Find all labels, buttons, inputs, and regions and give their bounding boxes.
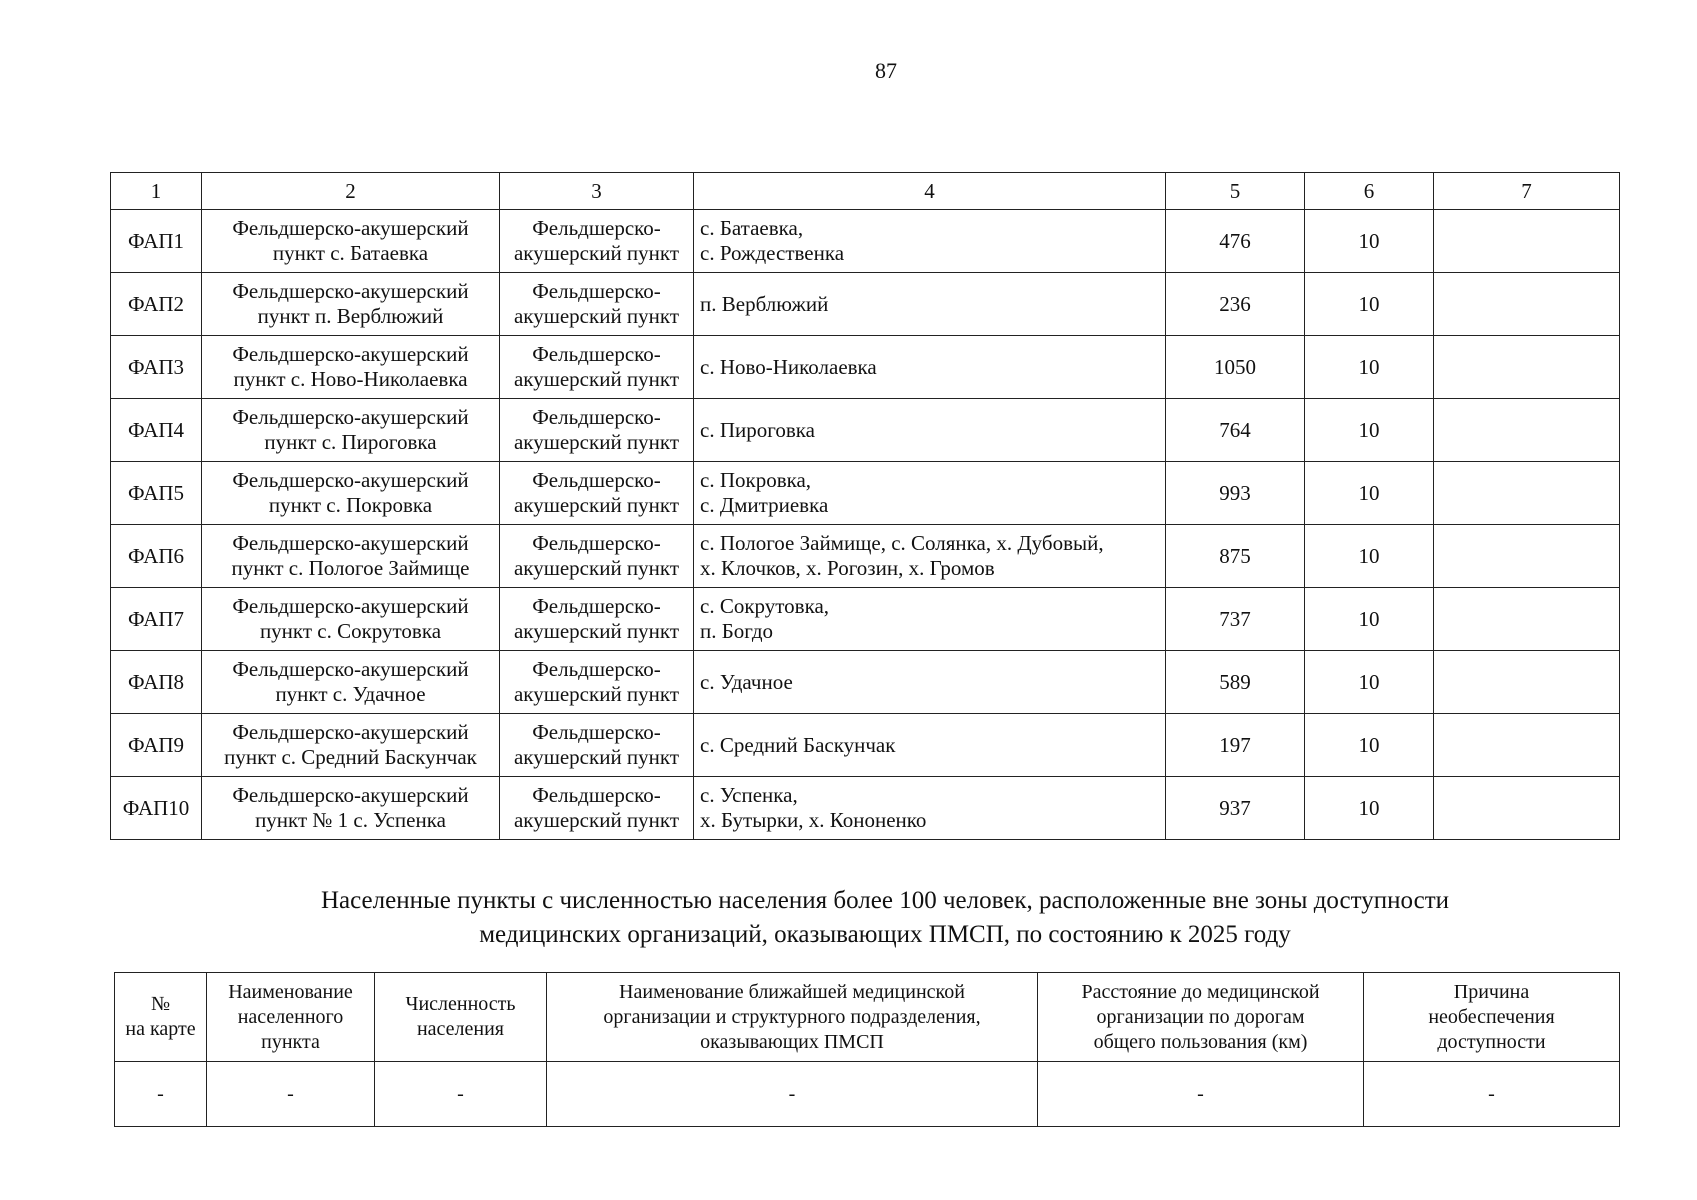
column-7-value [1434,714,1620,777]
served-settlements-line: с. Пироговка [700,417,815,442]
column-header-line: Наименование [228,980,353,1003]
column-header-line: на карте [125,1018,196,1040]
column-header [1038,973,1364,1062]
population: 875 [1166,525,1305,588]
settlements-outside-access-table [114,972,1620,1127]
population: 1050 [1166,336,1305,399]
served-settlements [694,273,1166,336]
table-row [115,1062,1620,1127]
column-6-value: 10 [1305,462,1434,525]
column-header-line: организации и структурного подразделения, [603,1005,981,1028]
table-row [111,588,1620,651]
column-number-header: 4 [694,173,1166,210]
facilities-table [110,172,1620,840]
facility-name-line: Фельдшерско-акушерский [232,468,469,492]
served-settlements-line: п. Верблюжий [700,291,829,316]
column-6-value: 10 [1305,777,1434,840]
column-header-line: № [150,993,171,1015]
column-6-value: 10 [1305,273,1434,336]
facility-code: ФАП7 [111,588,202,651]
facility-code: ФАП5 [111,462,202,525]
facility-name-line: пункт с. Покровка [268,493,433,517]
table-row [111,273,1620,336]
column-header-line: пункта [261,1030,320,1053]
facility-type-line: Фельдшерско- [532,531,661,555]
facility-type-line: акушерский пункт [513,745,680,769]
column-header-line: Наименование ближайшей медицинской [619,980,965,1003]
facility-type [500,525,694,588]
column-header [547,973,1038,1062]
facility-name [202,336,500,399]
population: 589 [1166,651,1305,714]
page-number: 87 [875,58,897,83]
facility-type-line: акушерский пункт [513,493,680,517]
section-title-line: Населенные пункты с численностью населения более 100 человек, расположенные вне зоны доступности [320,887,1450,914]
column-6-value: 10 [1305,588,1434,651]
facility-name-line: пункт с. Сокрутовка [259,619,442,643]
column-header-line: организации по дорогам [1096,1005,1305,1028]
column-number-header: 1 [111,173,202,210]
served-settlements-line: с. Сокрутовка, [700,594,830,618]
population: 993 [1166,462,1305,525]
column-header [1364,973,1620,1062]
facility-type [500,462,694,525]
column-7-value [1434,525,1620,588]
served-settlements [694,777,1166,840]
facility-name-line: пункт с. Ново-Николаевка [233,367,468,391]
facility-name-line: Фельдшерско-акушерский [232,216,469,240]
facility-type [500,714,694,777]
table-row [111,399,1620,462]
facility-type-line: акушерский пункт [513,304,680,328]
facility-type [500,336,694,399]
facility-type-line: акушерский пункт [513,682,680,706]
served-settlements [694,714,1166,777]
column-header-line: доступности [1437,1030,1546,1053]
facility-name-line: Фельдшерско-акушерский [232,657,469,681]
served-settlements [694,588,1166,651]
population: 937 [1166,777,1305,840]
column-7-value [1434,210,1620,273]
facility-name-line: Фельдшерско-акушерский [232,783,469,807]
column-7-value [1434,777,1620,840]
facility-code: ФАП8 [111,651,202,714]
column-header-line: необеспечения [1428,1005,1555,1028]
facility-code: ФАП2 [111,273,202,336]
table-cell: - [1364,1062,1620,1127]
column-header-line: Численность [405,993,516,1015]
served-settlements [694,462,1166,525]
served-settlements-line: с. Пологое Займище, с. Солянка, х. Дубовый, [700,531,1104,555]
table-row [111,714,1620,777]
column-6-value: 10 [1305,714,1434,777]
facility-name-line: пункт п. Верблюжий [257,304,444,328]
facility-type-line: акушерский пункт [513,619,680,643]
facility-type-line: Фельдшерско- [532,783,661,807]
served-settlements-line: п. Богдо [700,619,774,643]
facility-type-line: Фельдшерско- [532,720,661,744]
served-settlements [694,651,1166,714]
facility-name-line: Фельдшерско-акушерский [232,405,469,429]
column-7-value [1434,336,1620,399]
column-6-value: 10 [1305,210,1434,273]
facility-name [202,525,500,588]
facility-name [202,210,500,273]
population: 197 [1166,714,1305,777]
column-6-value: 10 [1305,525,1434,588]
facility-name-line: пункт № 1 с. Успенка [255,808,446,832]
facility-name-line: Фельдшерско-акушерский [232,342,469,366]
facility-name [202,462,500,525]
table-row [111,777,1620,840]
served-settlements [694,336,1166,399]
population: 764 [1166,399,1305,462]
column-7-value [1434,273,1620,336]
facility-name-line: Фельдшерско-акушерский [232,531,469,555]
table-row [111,336,1620,399]
column-7-value [1434,399,1620,462]
facility-name [202,273,500,336]
population: 236 [1166,273,1305,336]
table-cell: - [115,1062,207,1127]
facility-type-line: Фельдшерско- [532,657,661,681]
table-cell: - [547,1062,1038,1127]
table-row [111,651,1620,714]
facility-type-line: акушерский пункт [513,430,680,454]
column-7-value [1434,588,1620,651]
facility-type-line: Фельдшерско- [532,342,661,366]
facility-name-line: пункт с. Средний Баскунчак [224,745,477,769]
section-title [110,884,1660,952]
served-settlements-line: х. Клочков, х. Рогозин, х. Громов [700,556,995,580]
table-row [111,525,1620,588]
facility-code: ФАП4 [111,399,202,462]
table-row [111,462,1620,525]
column-number-header: 2 [202,173,500,210]
facility-type-line: Фельдшерско- [532,594,661,618]
facility-type-line: Фельдшерско- [532,468,661,492]
facility-name [202,714,500,777]
facility-type-line: акушерский пункт [513,241,680,265]
column-number-header: 6 [1305,173,1434,210]
served-settlements [694,525,1166,588]
facility-type [500,777,694,840]
facility-name-line: пункт с. Батаевка [272,241,429,265]
facility-name [202,399,500,462]
facility-type [500,588,694,651]
facility-type [500,651,694,714]
facility-type [500,210,694,273]
table-header-row [115,973,1620,1062]
table-header-row [111,173,1620,210]
facility-code: ФАП1 [111,210,202,273]
facility-name-line: пункт с. Пологое Займище [231,556,470,580]
column-number-header: 5 [1166,173,1305,210]
served-settlements-line: с. Удачное [700,669,793,694]
served-settlements-line: с. Дмитриевка [700,493,829,517]
column-7-value [1434,651,1620,714]
facility-name-line: Фельдшерско-акушерский [232,720,469,744]
population: 737 [1166,588,1305,651]
section-title-line: медицинских организаций, оказывающих ПМСП, по состоянию к 2025 году [479,921,1291,948]
facility-type-line: акушерский пункт [513,808,680,832]
column-header-line: общего пользования (км) [1093,1030,1308,1053]
served-settlements-line: с. Ново-Николаевка [700,354,877,379]
column-header-line: оказывающих ПМСП [700,1030,884,1053]
table-cell: - [375,1062,547,1127]
facility-type-line: Фельдшерско- [532,279,661,303]
served-settlements-line: с. Покровка, [700,468,812,492]
served-settlements-line: с. Успенка, [700,783,798,807]
column-header-line: населенного [237,1005,344,1028]
column-7-value [1434,462,1620,525]
column-6-value: 10 [1305,336,1434,399]
facility-type-line: акушерский пункт [513,556,680,580]
served-settlements-line: х. Бутырки, х. Кононенко [700,808,927,832]
facility-name [202,651,500,714]
served-settlements [694,210,1166,273]
column-6-value: 10 [1305,399,1434,462]
column-6-value: 10 [1305,651,1434,714]
facility-code: ФАП10 [111,777,202,840]
facility-name [202,588,500,651]
facility-type-line: акушерский пункт [513,367,680,391]
column-number-header: 3 [500,173,694,210]
column-header-line: населения [416,1018,505,1040]
population: 476 [1166,210,1305,273]
column-header-line: Расстояние до медицинской [1081,980,1320,1003]
column-header [115,973,207,1062]
facility-name-line: пункт с. Пироговка [264,430,437,454]
facility-type [500,273,694,336]
column-header-line: Причина [1453,980,1530,1003]
facility-name-line: пункт с. Удачное [275,682,426,706]
facility-code: ФАП9 [111,714,202,777]
column-header [375,973,547,1062]
facility-code: ФАП3 [111,336,202,399]
facility-name-line: Фельдшерско-акушерский [232,279,469,303]
facility-code: ФАП6 [111,525,202,588]
served-settlements-line: с. Батаевка, [700,216,804,240]
facility-type [500,399,694,462]
column-header [207,973,375,1062]
facility-type-line: Фельдшерско- [532,216,661,240]
table-cell: - [207,1062,375,1127]
served-settlements-line: с. Рождественка [700,241,845,265]
facility-type-line: Фельдшерско- [532,405,661,429]
facility-name [202,777,500,840]
served-settlements [694,399,1166,462]
table-row [111,210,1620,273]
column-number-header: 7 [1434,173,1620,210]
table-cell: - [1038,1062,1364,1127]
served-settlements-line: с. Средний Баскунчак [700,732,896,757]
facility-name-line: Фельдшерско-акушерский [232,594,469,618]
